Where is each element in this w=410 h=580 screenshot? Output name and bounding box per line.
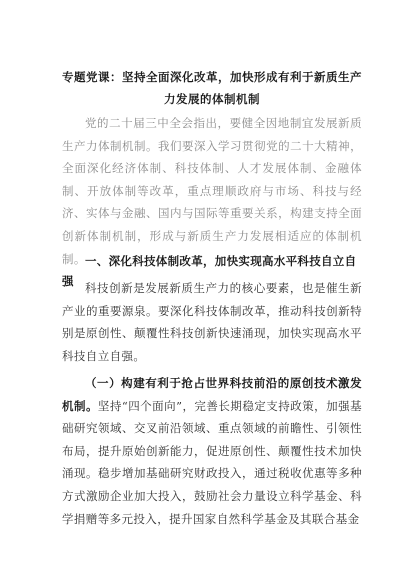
subsection-body: 坚持“四个面向”，完善长期稳定支持政策，加强基础研究领域、交叉前沿领域、重点领域的前瞻性、引领性布局，提升原始创新能力，促进原创性、颠覆性技术加快涌现。稳步增加基础研究财政投入，通过税收优惠等多种方式激励企业加大投入，鼓励社会力量设立科学基金、科学捐赠等多元投入，提升国家自然科学基金及其联合基金 — [62, 398, 362, 526]
subsection-lead: （一）构建有利于抢占世界科技前沿的原创技术激发机制。 — [62, 376, 362, 413]
section-paragraph: 科技创新是发展新质生产力的核心要素，也是催生新产业的重要源泉。要深化科技体制改革，推动科技创新特别是原创性、颠覆性科技创新快速涌现，加快实现高水平科技自立自强。 — [62, 281, 362, 363]
document-title: 专题党课：坚持全面深化改革，加快形成有利于新质生产力发展的体制机制 — [62, 70, 362, 106]
section-heading: 一、深化科技体制改革，加快实现高水平科技自立自强 — [62, 254, 357, 288]
intro-paragraph: 党的二十届三中全会指出，要健全因地制宜发展新质生产力体制机制。我们要深入学习贯彻党的二十大精神，全面深化经济体制、科技体制、人才发展体制、金融体制、开放体制等改革，重点理顺政府与市场、科技与经济、实体与金融、国内与国际等重要关系，构建支持全面创新体制机制，形成与新质生产力发展相适应的体制机制。 — [62, 116, 362, 266]
subsection-paragraph — [62, 372, 362, 530]
